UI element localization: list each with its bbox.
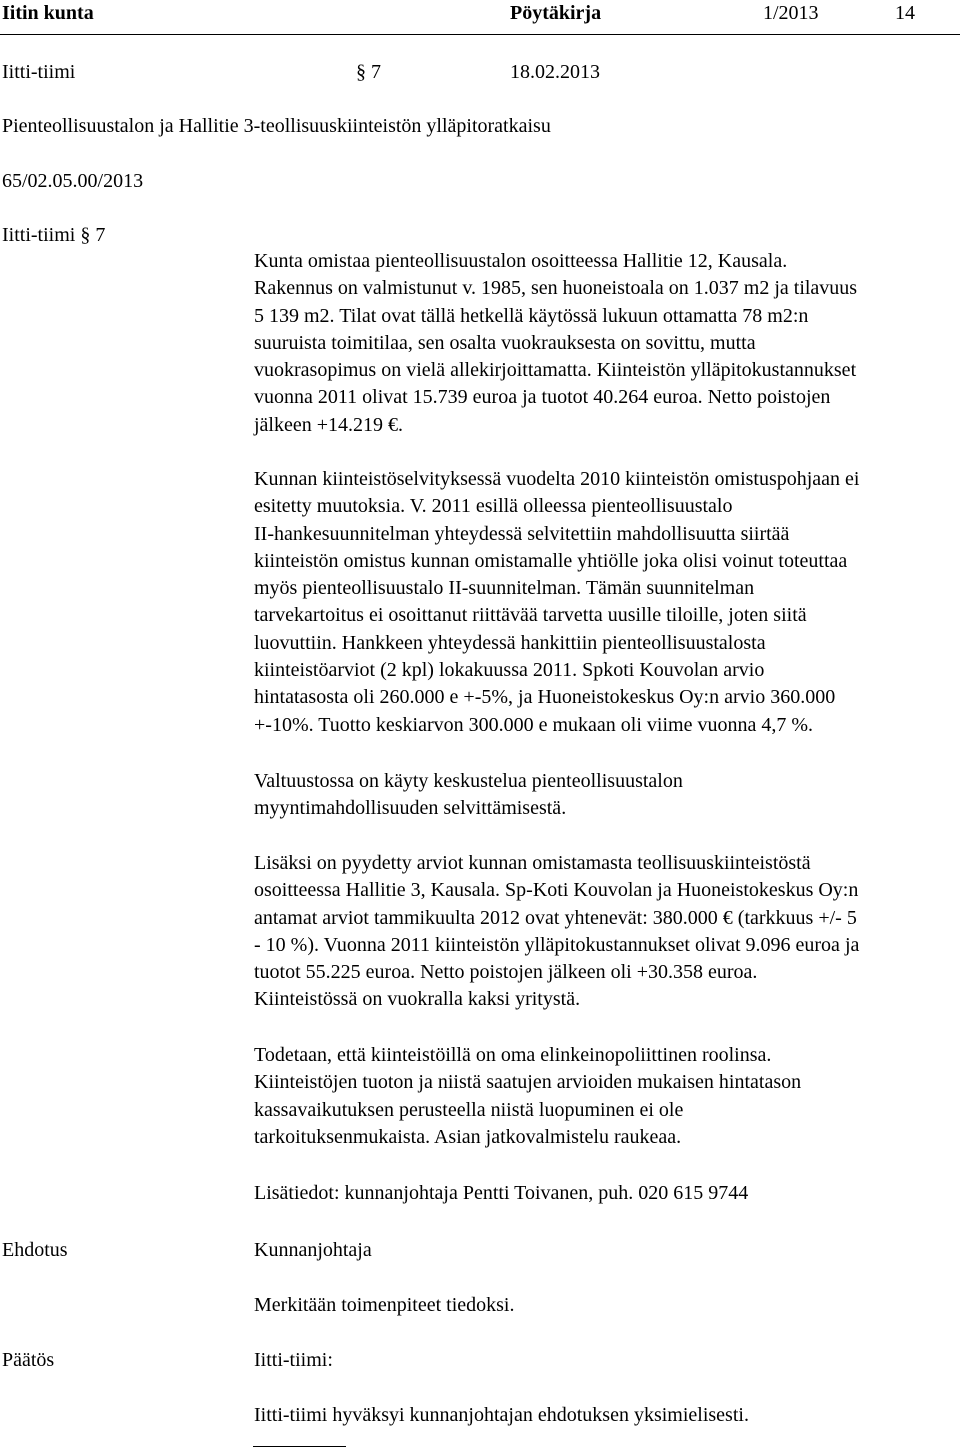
document-type: Pöytäkirja bbox=[510, 2, 602, 24]
text-line: Todetaan, että kiinteistöillä on oma elinkeinopoliittinen roolinsa. bbox=[254, 1044, 772, 1066]
text-line: Kiinteistöjen tuoton ja niistä saatujen arvioiden mukaisen hintatason bbox=[254, 1071, 802, 1094]
subject-title: Pienteollisuustalon ja Hallitie 3-teollisuuskiinteistön ylläpitoratkaisu bbox=[2, 115, 551, 137]
text-line: tarvekartoitus ei osoittanut riittävää tarvetta uusille tiloille, joten siitä bbox=[254, 604, 807, 627]
text-line: jälkeen +14.219 €. bbox=[254, 413, 404, 436]
decision-body: Iitti-tiimi: bbox=[254, 1349, 333, 1371]
text-line: Kunnan kiinteistöselvityksessä vuodelta 2010 kiinteistön omistuspohjaan ei bbox=[254, 468, 860, 490]
text-line: kassavaikutuksen perusteella niistä luopuminen ei ole bbox=[254, 1098, 684, 1121]
section-number: § 7 bbox=[356, 61, 381, 83]
text-line: kiinteistön omistus kunnan omistamalle yhtiölle joka olisi voinut toteuttaa bbox=[254, 549, 848, 572]
text-line: myyntimahdollisuuden selvittämisestä. bbox=[254, 797, 567, 820]
proposal-text: Merkitään toimenpiteet tiedoksi. bbox=[254, 1294, 515, 1316]
text-line: tarkoituksenmukaista. Asian jatkovalmistelu raukeaa. bbox=[254, 1125, 682, 1148]
proposal-label: Ehdotus bbox=[2, 1239, 68, 1261]
header-divider bbox=[0, 34, 960, 35]
paragraph-conclusion bbox=[254, 1042, 958, 1151]
text-line: 5 139 m2. Tilat ovat tällä hetkellä käytössä lukuun ottamatta 78 m2:n bbox=[254, 304, 809, 327]
text-line: Valtuustossa on käyty keskustelua pienteollisuustalon bbox=[254, 770, 683, 792]
proposer: Kunnanjohtaja bbox=[254, 1239, 372, 1261]
signature-rule bbox=[253, 1446, 346, 1447]
text-line: II-hankesuunnitelman yhteydessä selvitettiin mahdollisuutta siirtää bbox=[254, 522, 790, 545]
paragraph-council-discussion bbox=[254, 768, 958, 823]
text-line: Kunta omistaa pienteollisuustalon osoitteessa Hallitie 12, Kausala. bbox=[254, 250, 788, 272]
text-line: Lisäksi on pyydetty arviot kunnan omistamasta teollisuuskiinteistöstä bbox=[254, 852, 811, 874]
text-line: luovuttiin. Hankkeen yhteydessä hankittiin pienteollisuustalosta bbox=[254, 631, 766, 654]
municipality-name: Iitin kunta bbox=[2, 2, 94, 24]
text-line: - 10 %). Vuonna 2011 kiinteistön ylläpitokustannukset olivat 9.096 euroa ja bbox=[254, 933, 860, 956]
text-line: osoitteessa Hallitie 3, Kausala. Sp-Koti Kouvolan ja Huoneistokeskus Oy:n bbox=[254, 879, 859, 902]
text-line: Kiinteistössä on vuokralla kaksi yritystä. bbox=[254, 988, 581, 1011]
text-line: kiinteistöarviot (2 kpl) lokakuussa 2011. Spkoti Kouvolan arvio bbox=[254, 659, 765, 682]
case-number: 65/02.05.00/2013 bbox=[2, 170, 144, 192]
previous-handling-label: Iitti-tiimi § 7 bbox=[2, 224, 106, 246]
paragraph-property-description bbox=[254, 248, 958, 439]
paragraph-hallitie-valuation bbox=[254, 850, 958, 1014]
text-line: +-10%. Tuotto keskiarvon 300.000 e mukaan oli viime vuonna 4,7 %. bbox=[254, 713, 814, 736]
paragraph-property-survey bbox=[254, 466, 958, 739]
text-line: Lisätiedot: kunnanjohtaja Pentti Toivanen, puh. 020 615 9744 bbox=[254, 1182, 749, 1204]
text-line: suuruista toimitilaa, sen osalta vuokrauksesta on sovittu, mutta bbox=[254, 331, 756, 354]
text-line: esitetty muutoksia. V. 2011 esillä olleessa pienteollisuustalo bbox=[254, 495, 733, 518]
decision-text: Iitti-tiimi hyväksyi kunnanjohtajan ehdotuksen yksimielisesti. bbox=[254, 1404, 749, 1426]
text-line: myös pienteollisuustalo II-suunnitelman. Tämän suunnitelman bbox=[254, 577, 755, 600]
contact-info bbox=[254, 1180, 958, 1207]
text-line: Rakennus on valmistunut v. 1985, sen huoneistoala on 1.037 m2 ja tilavuus bbox=[254, 277, 858, 300]
issue-number: 1/2013 bbox=[763, 2, 819, 24]
text-line: antamat arviot tammikuulta 2012 ovat yhtenevät: 380.000 € (tarkkuus +/- 5 bbox=[254, 906, 857, 929]
text-line: hintatasosta oli 260.000 e +-5%, ja Huoneistokeskus Oy:n arvio 360.000 bbox=[254, 686, 836, 709]
page-number: 14 bbox=[895, 2, 915, 24]
text-line: tuotot 55.225 euroa. Netto poistojen jälkeen oli +30.358 euroa. bbox=[254, 961, 758, 984]
meeting-date: 18.02.2013 bbox=[510, 61, 600, 83]
meeting-body: Iitti-tiimi bbox=[2, 61, 76, 83]
text-line: vuokrasopimus on vielä allekirjoittamatta. Kiinteistön ylläpitokustannukset bbox=[254, 359, 857, 382]
decision-label: Päätös bbox=[2, 1349, 55, 1371]
text-line: vuonna 2011 olivat 15.739 euroa ja tuotot 40.264 euroa. Netto poistojen bbox=[254, 386, 831, 409]
